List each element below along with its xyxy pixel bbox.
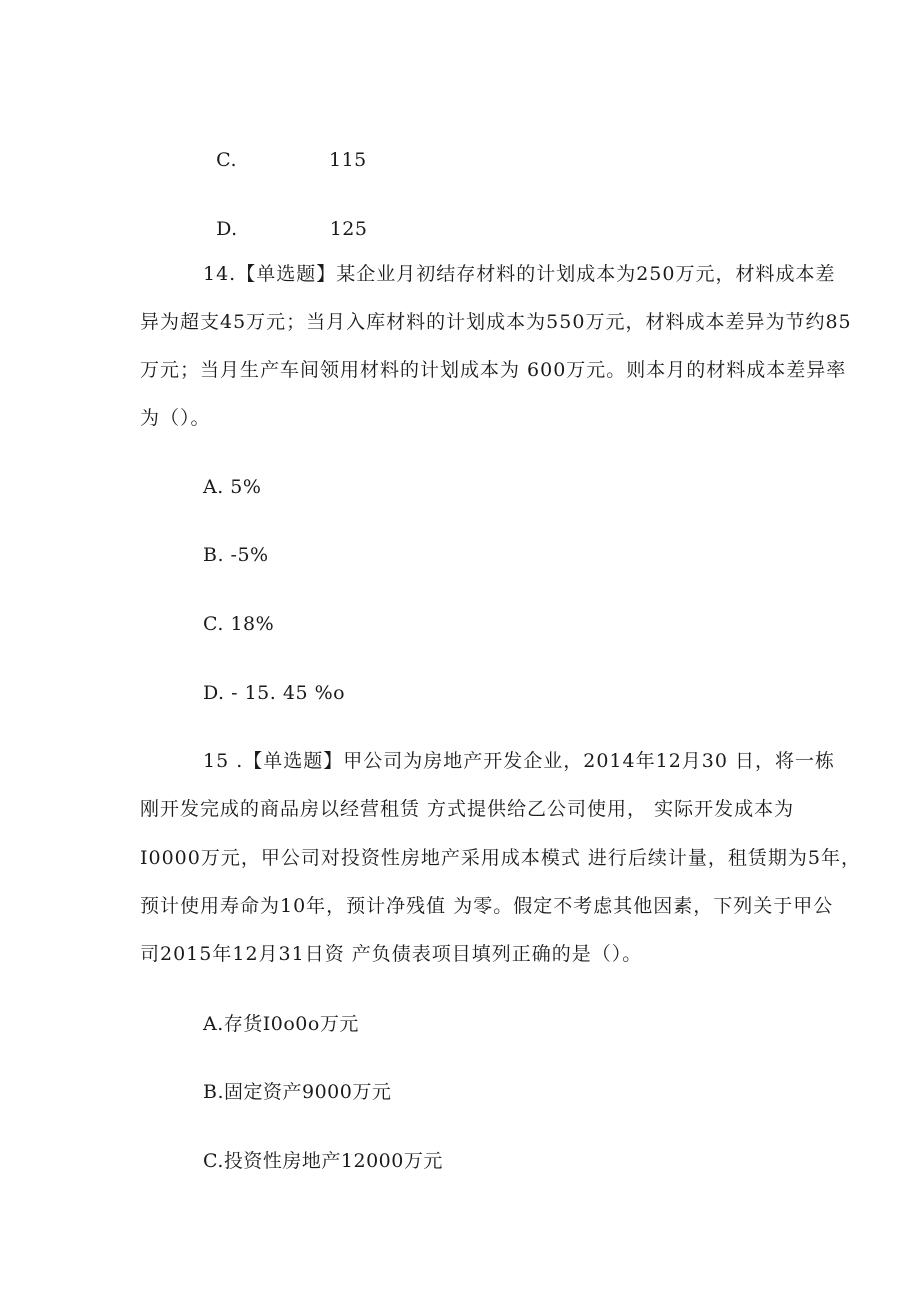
option-b: B. -5% <box>203 544 269 566</box>
question-text-line: 预计使用寿命为10年，预计净残值 为零。假定不考虑其他因素，下列关于甲公 <box>140 895 834 917</box>
question-text-line: 异为超支45万元；当月入库材料的计划成本为550万元，材料成本差异为节约85 <box>140 311 852 333</box>
option-c-prev <box>203 124 367 172</box>
option-value: 115 <box>329 149 367 171</box>
question-text-line: I0000万元，甲公司对投资性房地产采用成本模式 进行后续计量，租赁期为5年， <box>140 847 861 869</box>
question-text-line: 为（）。 <box>140 407 211 429</box>
question-text-line: 万元；当月生产车间领用材料的计划成本为 600万元。则本月的材料成本差异率 <box>140 359 847 381</box>
option-d: D. - 15. 45 %o <box>203 682 346 704</box>
option-letter: D. <box>216 218 238 240</box>
question-text-line: 15 .【单选题】甲公司为房地产开发企业，2014年12月30 日，将一栋 <box>203 750 836 772</box>
option-letter: C. <box>216 149 237 171</box>
option-c: C.投资性房地产12000万元 <box>203 1150 443 1172</box>
question-text-line: 14.【单选题】某企业月初结存材料的计划成本为250万元，材料成本差 <box>203 263 836 285</box>
option-a: A. 5% <box>203 476 262 498</box>
option-c: C. 18% <box>203 613 275 635</box>
question-text-line: 司2015年12月31日资 产负债表项目填列正确的是（）。 <box>140 943 643 965</box>
option-b: B.固定资产9000万元 <box>203 1081 392 1103</box>
option-a: A.存货I0o0o万元 <box>203 1013 359 1035</box>
option-value: 125 <box>329 218 368 240</box>
option-d-prev <box>203 193 367 241</box>
question-text-line: 刚开发完成的商品房以经营租赁 方式提供给乙公司使用， 实际开发成本为 <box>140 798 795 820</box>
